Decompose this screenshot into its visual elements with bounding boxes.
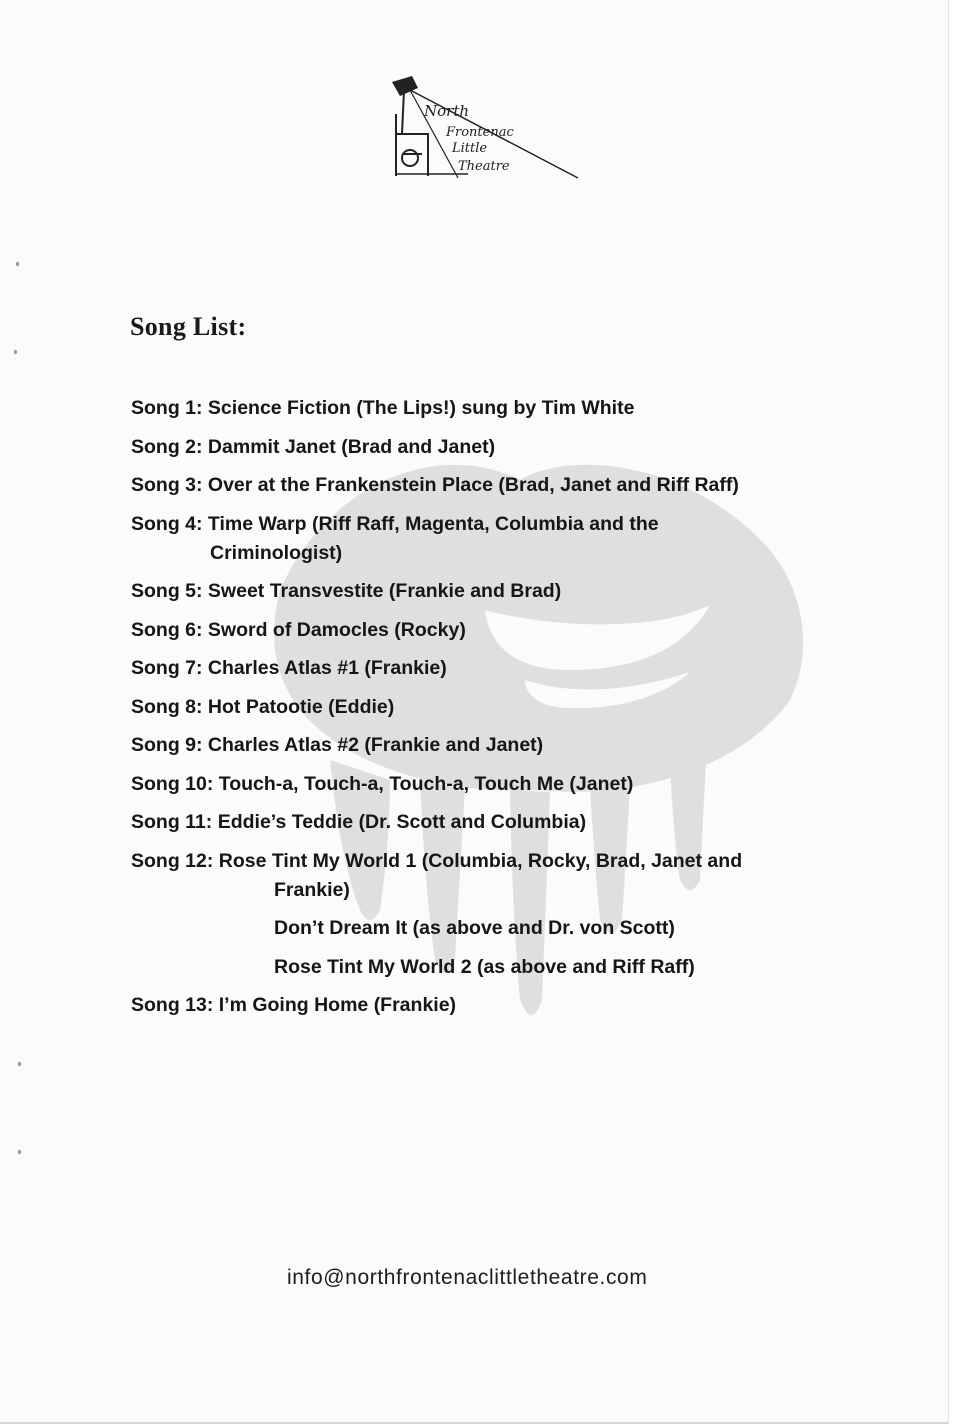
song-title-continued: Frankie) xyxy=(274,878,350,901)
song-title: Time Warp (Riff Raff, Magenta, Columbia and the xyxy=(207,512,659,535)
song-number: Song 1: xyxy=(131,397,203,419)
contact-email: info@northfrontenaclittletheatre.com xyxy=(287,1266,648,1289)
list-item xyxy=(131,577,831,606)
song-number: Song 6: xyxy=(131,618,203,641)
song-title: Hot Patootie (Eddie) xyxy=(207,695,395,718)
song-title: Rose Tint My World 1 (Columbia, Rocky, Brad, Janet and xyxy=(218,849,743,872)
logo-line-3: Little xyxy=(452,141,488,156)
logo-line-2: Frontenac xyxy=(446,125,514,140)
song-number: Song 2: xyxy=(131,435,203,458)
song-title: Charles Atlas #1 (Frankie) xyxy=(207,657,447,679)
list-item xyxy=(131,433,831,462)
song-title: Eddie’s Teddie (Dr. Scott and Columbia) xyxy=(217,811,587,833)
song-number: Song 7: xyxy=(131,657,203,679)
song-number: Song 12: xyxy=(131,849,214,872)
logo-line-4: Theatre xyxy=(458,159,510,174)
song-title: Touch-a, Touch-a, Touch-a, Touch Me (Janet) xyxy=(218,772,634,795)
song-number: Song 9: xyxy=(131,734,203,756)
list-item xyxy=(131,770,831,799)
song-number: Song 4: xyxy=(131,512,203,535)
page-title: Song List: xyxy=(130,312,247,341)
list-item-sub: Don’t Dream It (as above and Dr. von Scott) xyxy=(274,917,675,939)
list-item xyxy=(131,471,831,500)
song-number: Song 11: xyxy=(131,811,213,833)
song-number: Song 5: xyxy=(131,580,203,602)
scan-speck xyxy=(18,1150,21,1154)
logo-line-1: North xyxy=(424,102,470,120)
scan-speck xyxy=(14,350,17,354)
song-title: Science Fiction (The Lips!) sung by Tim White xyxy=(207,397,635,419)
list-item xyxy=(131,808,831,837)
list-item xyxy=(131,510,831,568)
song-title: Sword of Damocles (Rocky) xyxy=(207,618,466,641)
song-title: Dammit Janet (Brad and Janet) xyxy=(207,435,496,458)
list-item xyxy=(131,847,831,905)
song-list xyxy=(131,394,831,1030)
scan-speck xyxy=(18,1062,21,1066)
list-item xyxy=(131,616,831,645)
list-item xyxy=(131,654,831,683)
list-item xyxy=(131,991,831,1020)
song-number: Song 3: xyxy=(131,474,203,496)
list-item xyxy=(131,394,831,423)
list-item xyxy=(131,693,831,722)
song-title: Over at the Frankenstein Place (Brad, Janet and Riff Raff) xyxy=(207,474,739,496)
song-number: Song 10: xyxy=(131,772,214,795)
song-number: Song 13: xyxy=(131,994,214,1016)
song-title: Charles Atlas #2 (Frankie and Janet) xyxy=(207,734,544,756)
song-number: Song 8: xyxy=(131,695,203,718)
song-title: I’m Going Home (Frankie) xyxy=(218,994,457,1016)
list-item xyxy=(131,731,831,760)
list-item-sub: Rose Tint My World 2 (as above and Riff Raff) xyxy=(274,955,695,978)
scan-speck xyxy=(16,262,19,266)
song-title: Sweet Transvestite (Frankie and Brad) xyxy=(207,580,562,602)
song-title-continued: Criminologist) xyxy=(210,541,343,564)
